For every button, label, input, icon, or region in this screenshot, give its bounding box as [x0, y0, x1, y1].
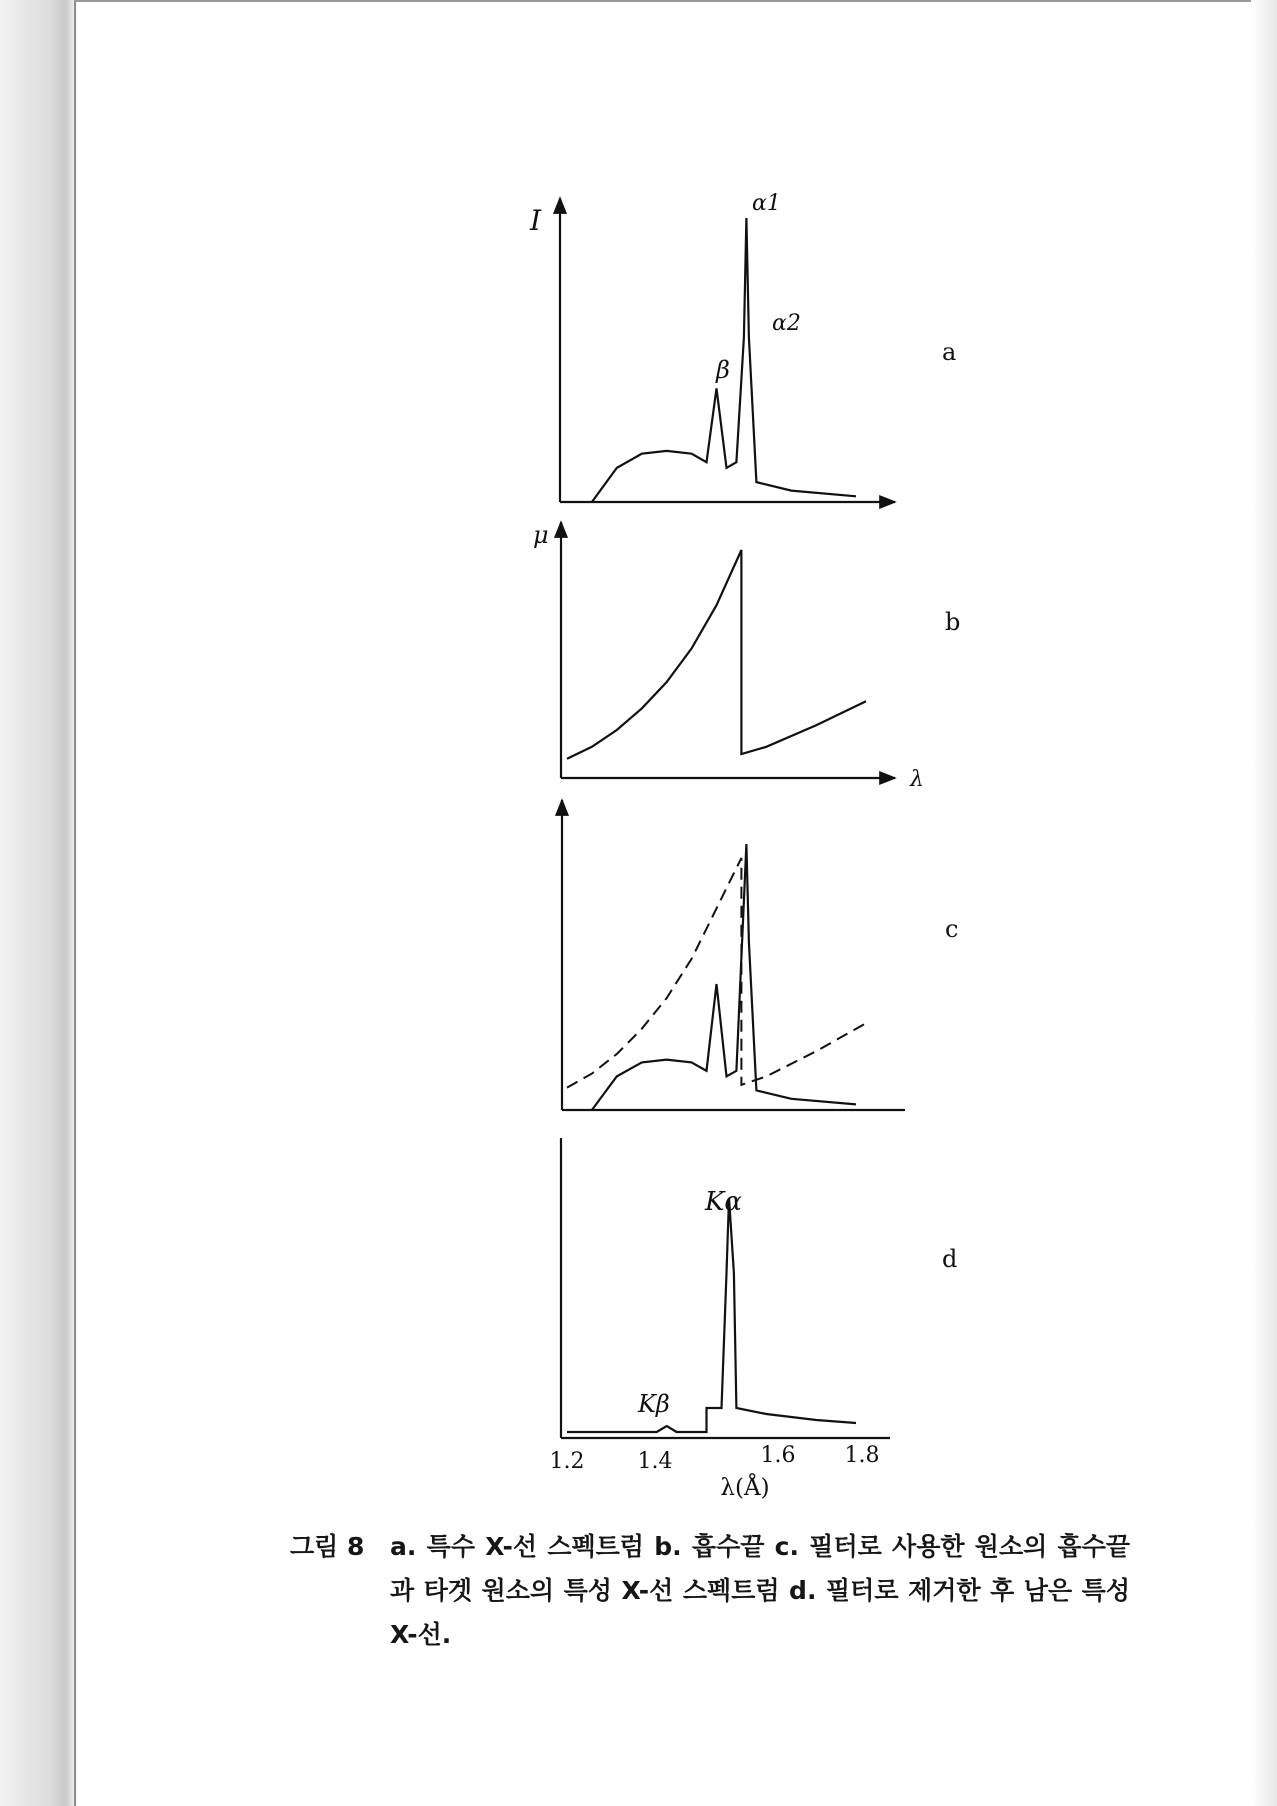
panel-b	[533, 521, 960, 792]
panel-a	[529, 191, 956, 502]
figure-number: 그림 8	[290, 1532, 365, 1561]
panel-a-ylabel: I	[530, 204, 542, 237]
x-tick-label: 1.6	[760, 1443, 796, 1468]
panel-d-filtered-line	[567, 1198, 856, 1432]
panel-b-label: b	[945, 608, 961, 636]
annotation-beta: β	[716, 356, 730, 384]
annotation-alpha1: α1	[752, 191, 781, 216]
x-tick-label: 1.8	[844, 1443, 880, 1468]
annotation-k-alpha: Kα	[705, 1187, 742, 1217]
x-tick-label: 1.2	[549, 1449, 585, 1474]
panel-d-xlabel: λ(Å)	[720, 1475, 770, 1501]
annotation-alpha2: α2	[772, 311, 801, 336]
panel-c-label: c	[945, 915, 959, 943]
panel-c-absorption-dashed-line	[567, 858, 866, 1088]
caption-text: a. 특수 X-선 스펙트럼 b. 흡수끝 c. 필터로 사용한 원소의 흡수끝과 타겟 원소의 특성 X-선 스펙트럼 d. 필터로 제거한 후 남은 특성 X-선.	[390, 1532, 1130, 1649]
panel-b-ylabel: μ	[533, 521, 549, 549]
panel-b-xlabel: λ	[910, 767, 924, 792]
panel-c-spectrum-line	[592, 844, 856, 1110]
x-tick-label: 1.4	[637, 1449, 673, 1474]
panel-d	[550, 1138, 958, 1501]
panel-d-label: d	[942, 1245, 958, 1273]
panel-c	[562, 800, 958, 1110]
panel-a-label: a	[942, 338, 957, 366]
panel-b-absorption-line	[567, 550, 866, 759]
annotation-k-beta: Kβ	[638, 1390, 670, 1418]
